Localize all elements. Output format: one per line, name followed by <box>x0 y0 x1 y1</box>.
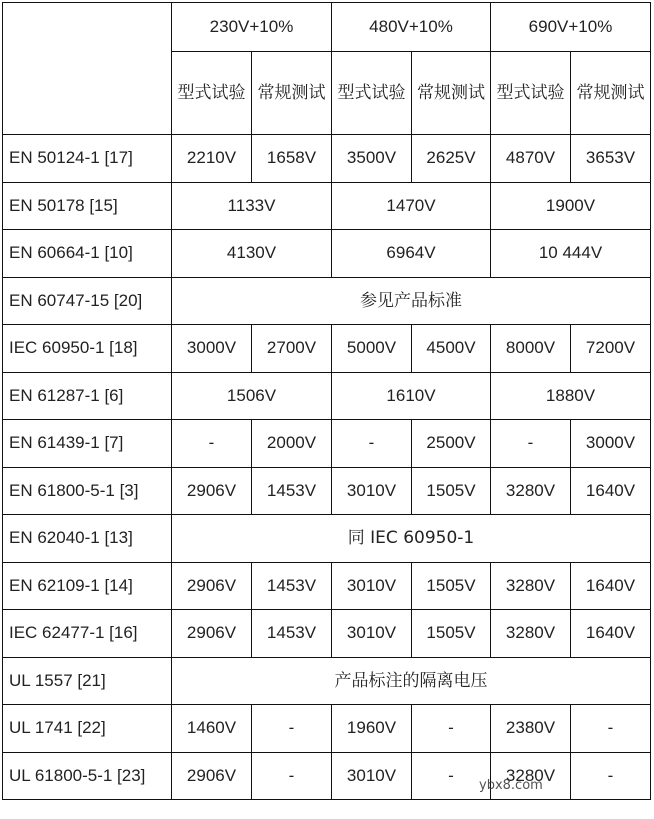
merged-value-cell: 1133V <box>172 182 332 230</box>
voltage-test-table <box>2 2 651 800</box>
value-cell: 2906V <box>172 467 252 515</box>
value-cell: 3280V <box>491 467 571 515</box>
header-voltage-230: 230V+10% <box>172 3 332 52</box>
table-row <box>3 325 651 373</box>
value-cell: 2500V <box>412 420 491 468</box>
value-cell: 2700V <box>252 325 332 373</box>
table-row <box>3 277 651 325</box>
table-row <box>3 515 651 563</box>
value-cell: - <box>332 420 412 468</box>
value-cell: 1453V <box>252 610 332 658</box>
value-cell: - <box>571 705 651 753</box>
header-voltage-690: 690V+10% <box>491 3 651 52</box>
table-row <box>3 182 651 230</box>
value-cell: 3280V <box>491 610 571 658</box>
value-cell: 4500V <box>412 325 491 373</box>
value-cell: 1640V <box>571 610 651 658</box>
table-row <box>3 657 651 705</box>
value-cell: 2625V <box>412 135 491 183</box>
merged-note-cell: 参见产品标准 <box>172 277 651 325</box>
table-row <box>3 610 651 658</box>
standard-name: EN 61439-1 [7] <box>3 420 172 468</box>
value-cell: 2906V <box>172 610 252 658</box>
value-cell: - <box>252 705 332 753</box>
value-cell: - <box>491 420 571 468</box>
value-cell: 1640V <box>571 562 651 610</box>
value-cell: 2906V <box>172 752 252 800</box>
table-row <box>3 752 651 800</box>
merged-value-cell: 1610V <box>332 372 491 420</box>
value-cell: 3010V <box>332 562 412 610</box>
value-cell: 1453V <box>252 562 332 610</box>
standard-name: EN 50178 [15] <box>3 182 172 230</box>
value-cell: 1460V <box>172 705 252 753</box>
value-cell: 3010V <box>332 752 412 800</box>
merged-value-cell: 1470V <box>332 182 491 230</box>
standard-name: EN 62109-1 [14] <box>3 562 172 610</box>
header-voltage-480: 480V+10% <box>332 3 491 52</box>
merged-value-cell: 1506V <box>172 372 332 420</box>
header-row-voltage <box>3 3 651 52</box>
value-cell: 3280V <box>491 562 571 610</box>
standard-name: IEC 60950-1 [18] <box>3 325 172 373</box>
value-cell: 3000V <box>172 325 252 373</box>
value-cell: - <box>412 752 491 800</box>
value-cell: 1640V <box>571 467 651 515</box>
value-cell: 7200V <box>571 325 651 373</box>
value-cell: 1453V <box>252 467 332 515</box>
standard-name: EN 60747-15 [20] <box>3 277 172 325</box>
header-routine-test: 常规测试 <box>571 52 651 135</box>
table-row <box>3 562 651 610</box>
watermark: ybx8.com <box>479 778 543 793</box>
value-cell: 4870V <box>491 135 571 183</box>
header-routine-test: 常规测试 <box>412 52 491 135</box>
value-cell: 3653V <box>571 135 651 183</box>
value-cell: 2906V <box>172 562 252 610</box>
header-routine-test: 常规测试 <box>252 52 332 135</box>
value-cell: - <box>172 420 252 468</box>
merged-note-cell: 产品标注的隔离电压 <box>172 657 651 705</box>
value-cell: 3500V <box>332 135 412 183</box>
standard-name: EN 61800-5-1 [3] <box>3 467 172 515</box>
merged-value-cell: 4130V <box>172 230 332 278</box>
merged-value-cell: 1880V <box>491 372 651 420</box>
header-type-test: 型式试验 <box>172 52 252 135</box>
standard-name: UL 61800-5-1 [23] <box>3 752 172 800</box>
merged-value-cell: 6964V <box>332 230 491 278</box>
value-cell: 8000V <box>491 325 571 373</box>
standard-name: EN 50124-1 [17] <box>3 135 172 183</box>
value-cell: 2380V <box>491 705 571 753</box>
value-cell: - <box>571 752 651 800</box>
value-cell: - <box>412 705 491 753</box>
value-cell: 1658V <box>252 135 332 183</box>
value-cell: - <box>252 752 332 800</box>
value-cell: 3010V <box>332 467 412 515</box>
standard-name: UL 1557 [21] <box>3 657 172 705</box>
merged-note-cell: 同 IEC 60950-1 <box>172 515 651 563</box>
value-cell: 1960V <box>332 705 412 753</box>
standard-name: UL 1741 [22] <box>3 705 172 753</box>
value-cell: 2210V <box>172 135 252 183</box>
table-row <box>3 372 651 420</box>
header-type-test: 型式试验 <box>491 52 571 135</box>
value-cell: 2000V <box>252 420 332 468</box>
value-cell: 5000V <box>332 325 412 373</box>
value-cell: 3000V <box>571 420 651 468</box>
merged-value-cell: 1900V <box>491 182 651 230</box>
standard-name: IEC 62477-1 [16] <box>3 610 172 658</box>
table-row <box>3 420 651 468</box>
value-cell: 3280V <box>491 752 571 800</box>
value-cell: 3010V <box>332 610 412 658</box>
table-row <box>3 705 651 753</box>
header-type-test: 型式试验 <box>332 52 412 135</box>
value-cell: 1505V <box>412 610 491 658</box>
standard-name: EN 61287-1 [6] <box>3 372 172 420</box>
value-cell: 1505V <box>412 562 491 610</box>
corner-cell <box>3 3 172 135</box>
standard-name: EN 62040-1 [13] <box>3 515 172 563</box>
merged-value-cell: 10 444V <box>491 230 651 278</box>
table-row <box>3 467 651 515</box>
value-cell: 1505V <box>412 467 491 515</box>
table-row <box>3 230 651 278</box>
standard-name: EN 60664-1 [10] <box>3 230 172 278</box>
table-row <box>3 135 651 183</box>
